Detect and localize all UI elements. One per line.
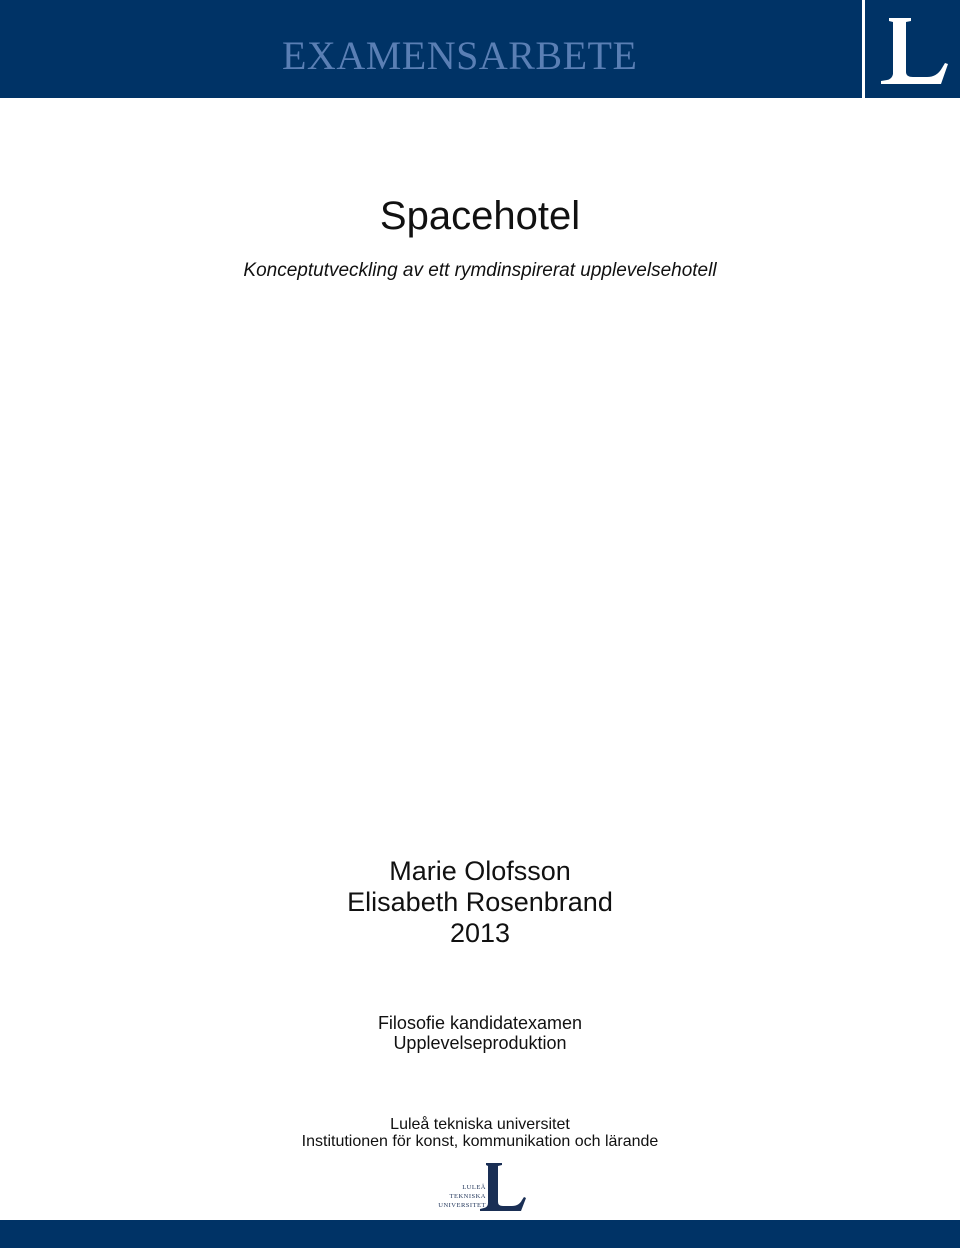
publication-year: 2013: [449, 918, 511, 948]
footer-logo-line: TEKNISKA: [449, 1193, 486, 1200]
author-name: Marie Olofsson: [389, 856, 571, 886]
university-name: Luleå tekniska universitet: [390, 1116, 570, 1133]
footer-logo-line: LULEÅ: [462, 1184, 486, 1191]
footer-logo-line: UNIVERSITET: [438, 1202, 486, 1209]
thesis-title: Spacehotel: [379, 194, 581, 238]
footer-logo-text: [430, 1183, 486, 1210]
thesis-subtitle: Konceptutveckling av ett rymdinspirerat upplevelsehotell: [243, 260, 717, 281]
university-logo-icon: [865, 0, 960, 98]
author-name: Elisabeth Rosenbrand: [347, 887, 613, 917]
footer-logo: [430, 1160, 530, 1216]
banner-title: EXAMENSARBETE: [282, 33, 638, 78]
department-name: Institutionen för konst, kommunikation och lärande: [301, 1133, 659, 1150]
author-block: [0, 856, 960, 949]
header-banner: [0, 0, 960, 98]
degree-block: [0, 1013, 960, 1053]
degree-program: Upplevelseproduktion: [393, 1033, 567, 1053]
university-block: [0, 1116, 960, 1150]
footer-band: [0, 1220, 960, 1248]
degree-level: Filosofie kandidatexamen: [377, 1013, 583, 1033]
